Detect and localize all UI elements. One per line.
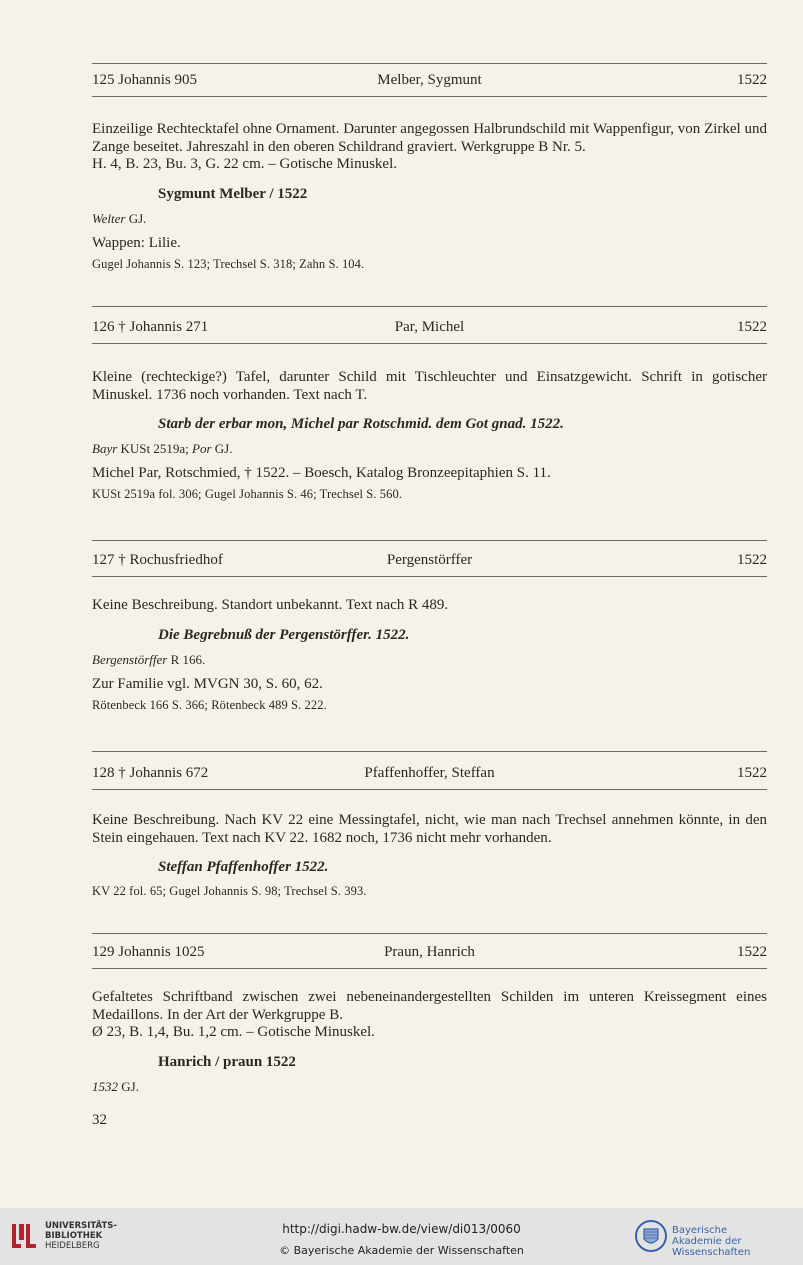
entry-header (92, 762, 767, 784)
entry-128 (92, 751, 767, 899)
entry-126 (92, 306, 767, 502)
entry-header (92, 69, 767, 91)
baw-line-1: Bayerische (672, 1225, 728, 1236)
rule-bottom (92, 576, 767, 577)
source-plain: GJ. (118, 1078, 139, 1094)
entry-header (92, 316, 767, 338)
entry-header (92, 941, 767, 963)
document-url-link[interactable]: http://digi.hadw-bw.de/view/di013/0060 (282, 1222, 521, 1236)
entry-note: Michel Par, Rotschmied, † 1522. – Boesch, Katalog Bronzeepitaphien S. 11. (92, 465, 551, 481)
entry-year: 1522 (737, 944, 767, 960)
rule-top (92, 306, 767, 307)
rule-bottom (92, 343, 767, 344)
entry-year: 1522 (737, 552, 767, 568)
entry-refs: Rötenbeck 166 S. 366; Rötenbeck 489 S. 222. (92, 697, 327, 712)
source-plain: R 166. (167, 651, 206, 667)
page-number: 32 (92, 1112, 107, 1128)
source-italic-2: Por (192, 441, 212, 456)
entry-inscription: Die Begrebnuß der Pergenstörffer. 1522. (158, 626, 410, 643)
entry-note: Zur Familie vgl. MVGN 30, S. 60, 62. (92, 675, 323, 692)
academy-name (672, 1225, 803, 1258)
entry-year: 1522 (737, 319, 767, 335)
source-italic: Welter (92, 210, 126, 226)
rule-bottom (92, 96, 767, 97)
entry-description: Keine Beschreibung. Standort unbekannt. Text nach R 489. (92, 597, 449, 613)
source-plain: GJ. (125, 210, 147, 226)
entry-dimensions: Ø 23, B. 1,4, Bu. 1,2 cm. – Gotische Minuskel. (92, 1024, 375, 1040)
entry-name: Par, Michel (394, 319, 465, 335)
ub-line-3: HEIDELBERG (45, 1241, 100, 1251)
entry-refs: Gugel Johannis S. 123; Trechsel S. 318; Zahn S. 104. (92, 256, 365, 271)
entry-inscription: Starb der erbar mon, Michel par Rotschmid. dem Got gnad. 1522. (158, 416, 564, 432)
entry-refs: KV 22 fol. 65; Gugel Johannis S. 98; Trechsel S. 393. (92, 884, 367, 898)
entry-number: 129 Johannis 1025 (92, 944, 205, 960)
rule-top (92, 933, 767, 934)
source-plain-2: GJ. (211, 441, 233, 456)
rule-bottom (92, 789, 767, 790)
baw-line-2: Akademie der Wissenschaften (672, 1236, 751, 1258)
entry-description: Keine Beschreibung. Nach KV 22 eine Messingtafel, nicht, wie man nach Trechsel annehmen könnte, in den Stein eingehauen. Text nach KV 22. 1682 noch, 1736 nicht mehr vorhanden. (92, 812, 767, 846)
source-plain: KUSt 2519a; (117, 441, 193, 456)
entry-header (92, 549, 767, 571)
entry-source (92, 652, 767, 668)
entry-description: Einzeilige Rechtecktafel ohne Ornament. Darunter angegossen Halbrundschild mit Wappenfigur, von Zirkel und Zange beseitet. Jahreszahl in den oberen Schildrand graviert. Werkgruppe B Nr. 5. (92, 121, 767, 155)
entry-year: 1522 (737, 72, 767, 88)
ub-line-2: BIBLIOTHEK (45, 1231, 103, 1241)
academy-crest-icon (634, 1218, 668, 1254)
entry-name: Pfaffenhoffer, Steffan (364, 765, 495, 781)
source-italic: Bayr (92, 441, 118, 456)
entry-number: 125 Johannis 905 (92, 72, 197, 88)
entry-number: 127 † Rochusfriedhof (92, 552, 223, 568)
entry-number: 128 † Johannis 672 (92, 765, 209, 781)
entry-number: 126 † Johannis 271 (92, 319, 209, 335)
entry-127 (92, 540, 767, 713)
entry-name: Praun, Hanrich (384, 944, 475, 960)
entry-source (92, 1079, 767, 1095)
source-italic: 1532 (92, 1078, 118, 1094)
rule-top (92, 540, 767, 541)
rule-top (92, 751, 767, 752)
rule-top (92, 63, 767, 64)
copyright-text: © Bayerische Akademie der Wissenschaften (279, 1244, 524, 1257)
entry-source (92, 441, 767, 457)
entry-129 (92, 933, 767, 1095)
entry-dimensions: H. 4, B. 23, Bu. 3, G. 22 cm. – Gotische Minuskel. (92, 156, 397, 172)
entry-refs: KUSt 2519a fol. 306; Gugel Johannis S. 46; Trechsel S. 560. (92, 487, 403, 501)
entry-inscription: Sygmunt Melber / 1522 (158, 185, 308, 202)
source-italic: Bergenstörffer (92, 651, 168, 667)
entry-125 (92, 63, 767, 272)
entry-year: 1522 (737, 765, 767, 781)
entry-source (92, 211, 767, 227)
entry-description: Kleine (rechteckige?) Tafel, darunter Schild mit Tischleuchter und Einsatzgewicht. Schrift in gotischer Minuskel. 1736 noch vorhanden. Text nach T. (92, 369, 767, 403)
viewer-footer (0, 1208, 803, 1265)
entry-name: Pergenstörffer (386, 552, 473, 568)
entry-note: Wappen: Lilie. (92, 234, 181, 251)
entry-inscription: Hanrich / praun 1522 (158, 1053, 296, 1070)
rule-bottom (92, 968, 767, 969)
entry-name: Melber, Sygmunt (377, 72, 482, 88)
entry-description: Gefaltetes Schriftband zwischen zwei nebeneinandergestellten Schilden im unteren Kreissegment eines Medaillons. In der Art der Werkgruppe B. (92, 989, 767, 1023)
ub-line-1: UNIVERSITÄTS- (45, 1221, 117, 1231)
entry-inscription: Steffan Pfaffenhoffer 1522. (158, 859, 329, 875)
